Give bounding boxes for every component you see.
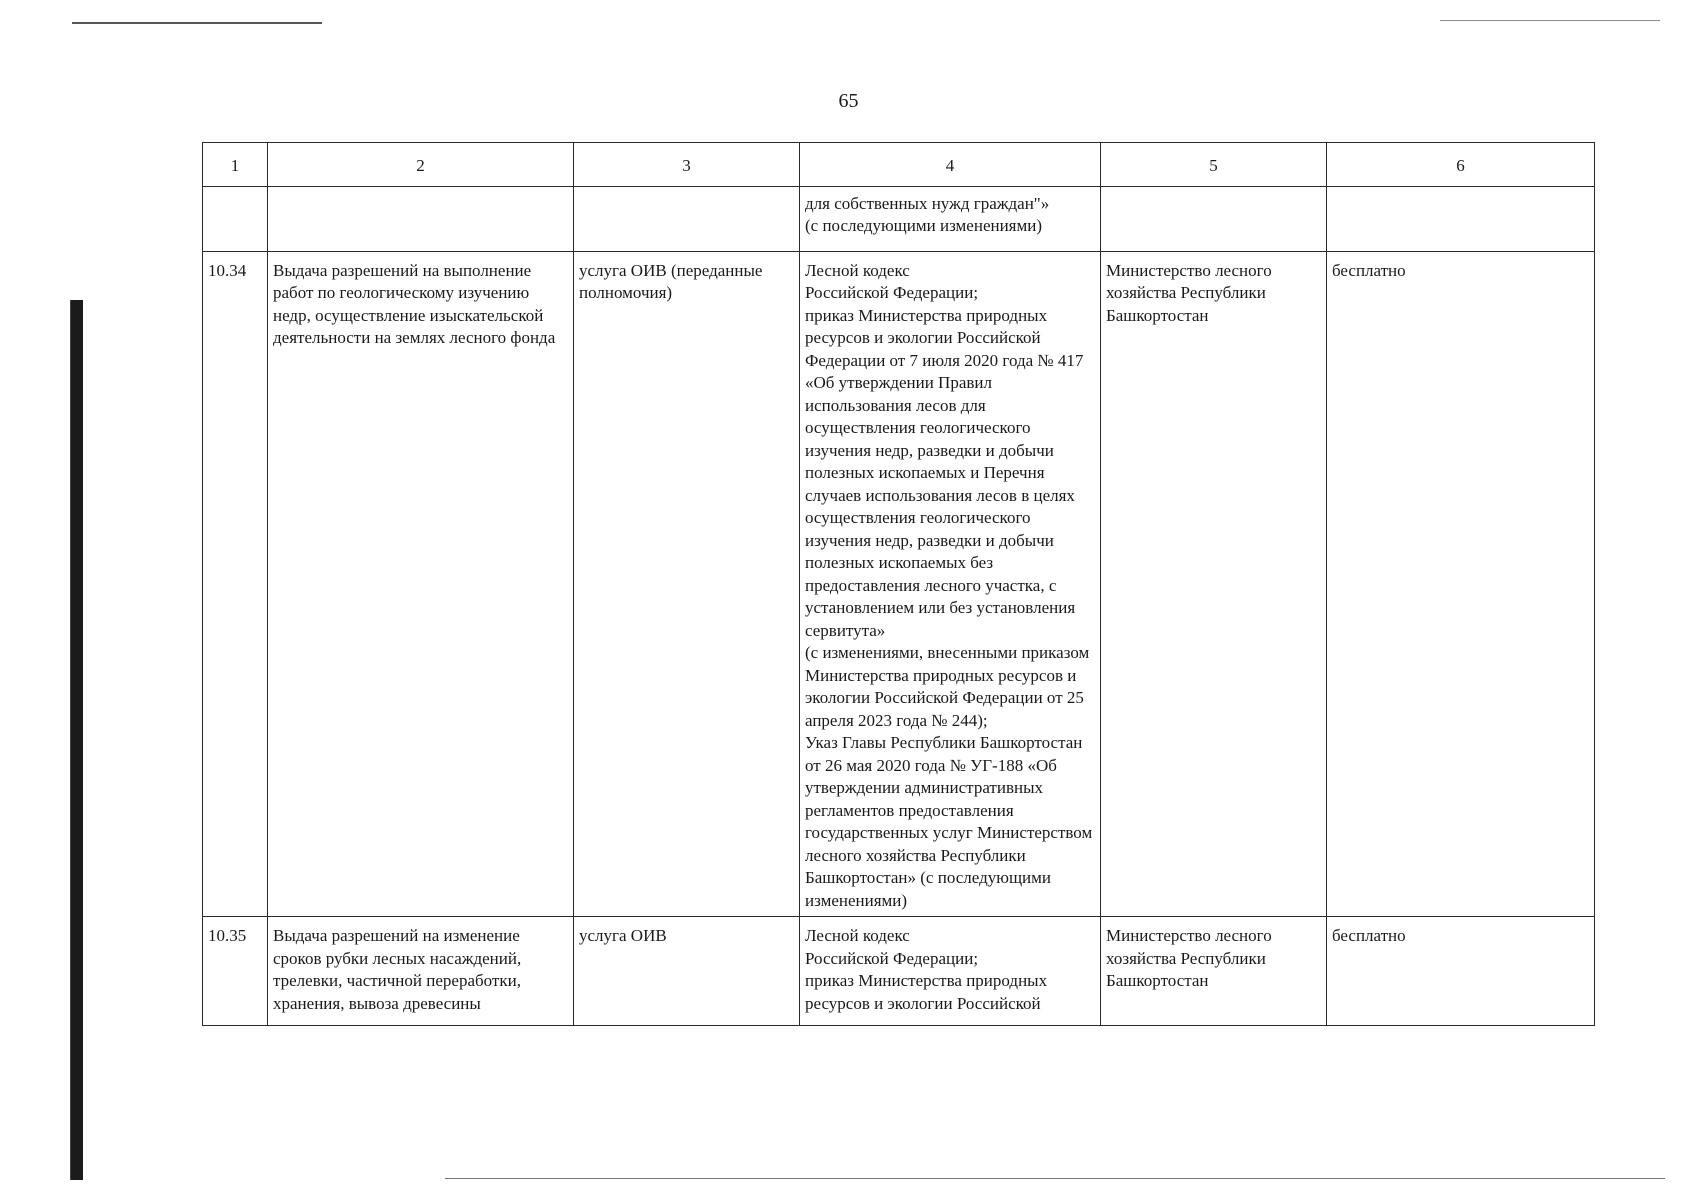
cell-empty bbox=[1327, 186, 1595, 251]
scan-artifact-top-right bbox=[1440, 20, 1660, 21]
cell-empty bbox=[268, 186, 574, 251]
cell-fee: бесплатно bbox=[1327, 251, 1595, 917]
cell-row-number: 10.35 bbox=[203, 917, 268, 1026]
cell-service-type: услуга ОИВ (переданные полномочия) bbox=[574, 251, 800, 917]
services-table bbox=[202, 142, 1595, 1026]
column-header-4: 4 bbox=[800, 143, 1101, 187]
cell-service-name: Выдача разрешений на выполнение работ по геологическому изучению недр, осуществление изыскательской деятельности на землях лесного фонда bbox=[268, 251, 574, 917]
table-row-10-35 bbox=[203, 917, 1595, 1026]
cell-legal-basis: Лесной кодекс Российской Федерации; приказ Министерства природных ресурсов и экологии Российской bbox=[800, 917, 1101, 1026]
cell-empty bbox=[1101, 186, 1327, 251]
column-header-1: 1 bbox=[203, 143, 268, 187]
table-header-row bbox=[203, 143, 1595, 187]
scan-artifact-bottom bbox=[445, 1178, 1665, 1179]
scan-artifact-left-bar bbox=[71, 300, 83, 1180]
cell-fee: бесплатно bbox=[1327, 917, 1595, 1026]
cell-empty bbox=[203, 186, 268, 251]
table-row-continuation bbox=[203, 186, 1595, 251]
cell-empty bbox=[574, 186, 800, 251]
column-header-6: 6 bbox=[1327, 143, 1595, 187]
column-header-2: 2 bbox=[268, 143, 574, 187]
column-header-5: 5 bbox=[1101, 143, 1327, 187]
cell-service-type: услуга ОИВ bbox=[574, 917, 800, 1026]
cell-legal-basis: Лесной кодекс Российской Федерации; приказ Министерства природных ресурсов и экологии Российской Федерации от 7 июля 2020 года № 417 «Об утверждении Правил использования лесов для осуществления геологического изучения недр, разведки и добычи полезных ископаемых и Перечня случаев использования лесов в целях осуществления геологического изучения недр, разведки и добычи полезных ископаемых без предоставления лесного участка, с установлением или без установления сервитута» (с изменениями, внесенными приказом Министерства природных ресурсов и экологии Российской Федерации от 25 апреля 2023 года № 244); Указ Главы Республики Башкортостан от 26 мая 2020 года № УГ-188 «Об утверждении административных регламентов предоставления государственных услуг Министерством лесного хозяйства Республики Башкортостан» (с последующими изменениями) bbox=[800, 251, 1101, 917]
page-number: 65 bbox=[838, 90, 859, 112]
cell-service-name: Выдача разрешений на изменение сроков рубки лесных насаждений, трелевки, частичной переработки, хранения, вывоза древесины bbox=[268, 917, 574, 1026]
scan-artifact-top-left bbox=[72, 22, 322, 24]
cell-legal-basis-continuation: для собственных нужд граждан"» (с последующими изменениями) bbox=[800, 186, 1101, 251]
cell-authority: Министерство лесного хозяйства Республики Башкортостан bbox=[1101, 917, 1327, 1026]
column-header-3: 3 bbox=[574, 143, 800, 187]
table-row-10-34 bbox=[203, 251, 1595, 917]
cell-row-number: 10.34 bbox=[203, 251, 268, 917]
cell-authority: Министерство лесного хозяйства Республики Башкортостан bbox=[1101, 251, 1327, 917]
